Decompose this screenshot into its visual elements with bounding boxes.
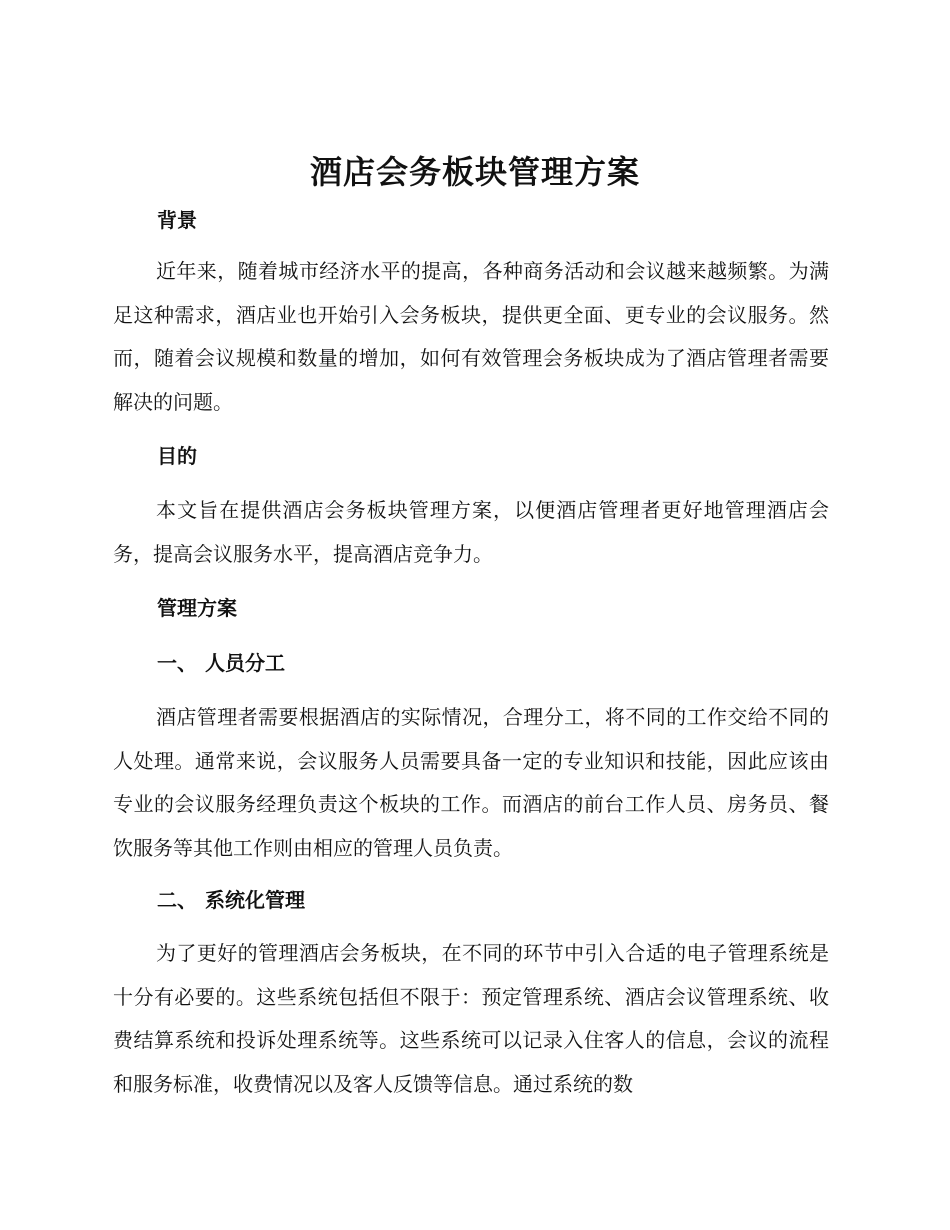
section-2-title: 系统化管理 (205, 888, 305, 912)
paragraph-section-2: 为了更好的管理酒店会务板块，在不同的环节中引入合适的电子管理系统是十分有必要的。这些系统包括但不限于：预定管理系统、酒店会议管理系统、收费结算系统和投诉处理系统等。这些系统可以记录入住客人的信息，会议的流程和服务标准，收费情况以及客人反馈等信息。通过系统的数 (113, 941, 829, 1096)
heading-background: 背景 (157, 208, 197, 232)
section-1-number: 一、 (157, 651, 197, 675)
section-1-title: 人员分工 (205, 651, 285, 675)
heading-section-1 (157, 648, 285, 678)
document-title: 酒店会务板块管理方案 (309, 153, 640, 191)
heading-management-plan: 管理方案 (157, 596, 237, 620)
paragraph-purpose: 本文旨在提供酒店会务板块管理方案，以便酒店管理者更好地管理酒店会务，提高会议服务水平，提高酒店竞争力。 (113, 498, 829, 566)
heading-purpose: 目的 (157, 444, 197, 468)
paragraph-section-1: 酒店管理者需要根据酒店的实际情况，合理分工，将不同的工作交给不同的人处理。通常来说，会议服务人员需要具备一定的专业知识和技能，因此应该由专业的会议服务经理负责这个板块的工作。而酒店的前台工作人员、房务员、餐饮服务等其他工作则由相应的管理人员负责。 (113, 705, 829, 860)
paragraph-background: 近年来，随着城市经济水平的提高，各种商务活动和会议越来越频繁。为满足这种需求，酒店业也开始引入会务板块，提供更全面、更专业的会议服务。然而，随着会议规模和数量的增加，如何有效管理会务板块成为了酒店管理者需要解决的问题。 (113, 259, 829, 414)
heading-section-2 (157, 885, 305, 915)
section-2-number: 二、 (157, 888, 197, 912)
